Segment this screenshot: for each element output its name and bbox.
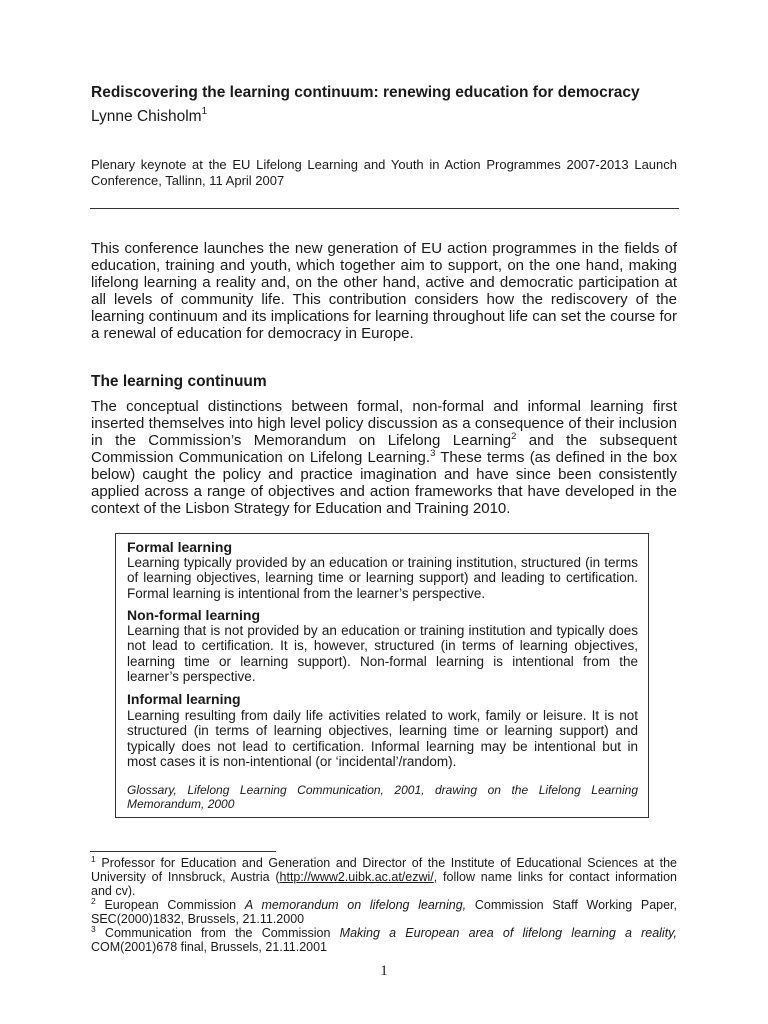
definition-text-non-formal: Learning that is not provided by an education or training institution and typically does not lead to certification. It is, however, structured (in terms of learning objectives, learning time or learning support). Non-formal learning is intentional from the learner’s perspective.: [127, 623, 638, 684]
definitions-box: [115, 533, 649, 818]
author-line: [91, 108, 207, 126]
footnote-number: 3: [91, 924, 96, 934]
author-footnote-ref: 1: [201, 106, 208, 117]
definition-text-formal: Learning typically provided by an education or training institution, structured (in terms of learning objectives, learning time or learning support) and leading to certification. Formal learning is intentional from the learner’s perspective.: [127, 555, 638, 601]
footnote-ref-2: 2: [511, 431, 517, 442]
footnote-text: Professor for Education and Generation and Director of the Institute of Educational Sciences at the University of Innsbruck, Austria (: [91, 856, 677, 884]
footnote-divider: [90, 851, 276, 852]
footnote-link[interactable]: http://www2.uibk.ac.at/ezwi/: [279, 870, 434, 884]
section-text-part1: The conceptual distinctions between formal, non-formal and informal learning first inserted themselves into high level policy discussion as a consequence of their inclusion in the Commission’s Memorandum on Lifelong Learning: [91, 398, 677, 449]
footnote-text: , follow name links for contact information and cv).: [91, 870, 677, 898]
footnote-ref-3: 3: [430, 448, 436, 459]
intro-paragraph: This conference launches the new generation of EU action programmes in the fields of education, training and youth, which together aim to support, on the one hand, making lifelong learning a reality and, on the other hand, active and democratic participation at all levels of community life. This contribution considers how the rediscovery of the learning continuum and its implications for learning throughout life can set the course for a renewal of education for democracy in Europe.: [91, 240, 677, 342]
footnote-number: 2: [91, 896, 96, 906]
section-heading: The learning continuum: [91, 373, 267, 390]
definition-heading-informal: Informal learning: [127, 691, 241, 707]
footnote-title: Making a European area of lifelong learning a reality,: [339, 926, 677, 940]
page-number: 1: [380, 963, 388, 979]
footnote-text: COM(2001)678 final, Brussels, 21.11.2001: [91, 940, 328, 954]
footnote-1: [91, 856, 677, 898]
footnote-text: Communication from the Commission: [104, 926, 340, 940]
footnote-title: A memorandum on lifelong learning,: [244, 898, 467, 912]
footnote-text: European Commission: [104, 898, 245, 912]
section-paragraph: [91, 398, 677, 517]
definition-heading-non-formal: Non-formal learning: [127, 607, 261, 623]
footnote-text: Commission Staff Working Paper, SEC(2000)1832, Brussels, 21.11.2000: [91, 898, 677, 926]
header-divider: [90, 208, 679, 209]
footnote-number: 1: [91, 854, 96, 864]
document-title: Rediscovering the learning continuum: renewing education for democracy: [91, 84, 640, 101]
section-text-part2: and the subsequent Commission Communication on Lifelong Learning.: [91, 432, 677, 466]
definition-text-informal: Learning resulting from daily life activities related to work, family or leisure. It is not structured (in terms of learning objectives, learning time or learning support) and typically does not lead to certification. Informal learning may be intentional but in most cases it is non-intentional (or ‘incidental’/random).: [127, 708, 638, 769]
section-text-part3: These terms (as defined in the box below) caught the policy and practice imagination and have since been consistently applied across a range of objectives and action frameworks that have developed in the context of the Lisbon Strategy for Education and Training 2010.: [91, 449, 678, 517]
box-source-note: Glossary, Lifelong Learning Communication, 2001, drawing on the Lifelong Learning Memorandum, 2000: [127, 783, 638, 811]
conference-note: Plenary keynote at the EU Lifelong Learning and Youth in Action Programmes 2007-2013 Launch Conference, Tallinn, 11 April 2007: [91, 157, 677, 188]
definition-heading-formal: Formal learning: [127, 539, 233, 555]
author-name: Lynne Chisholm: [91, 108, 202, 125]
footnote-2: [91, 898, 677, 926]
footnote-3: [91, 926, 677, 954]
